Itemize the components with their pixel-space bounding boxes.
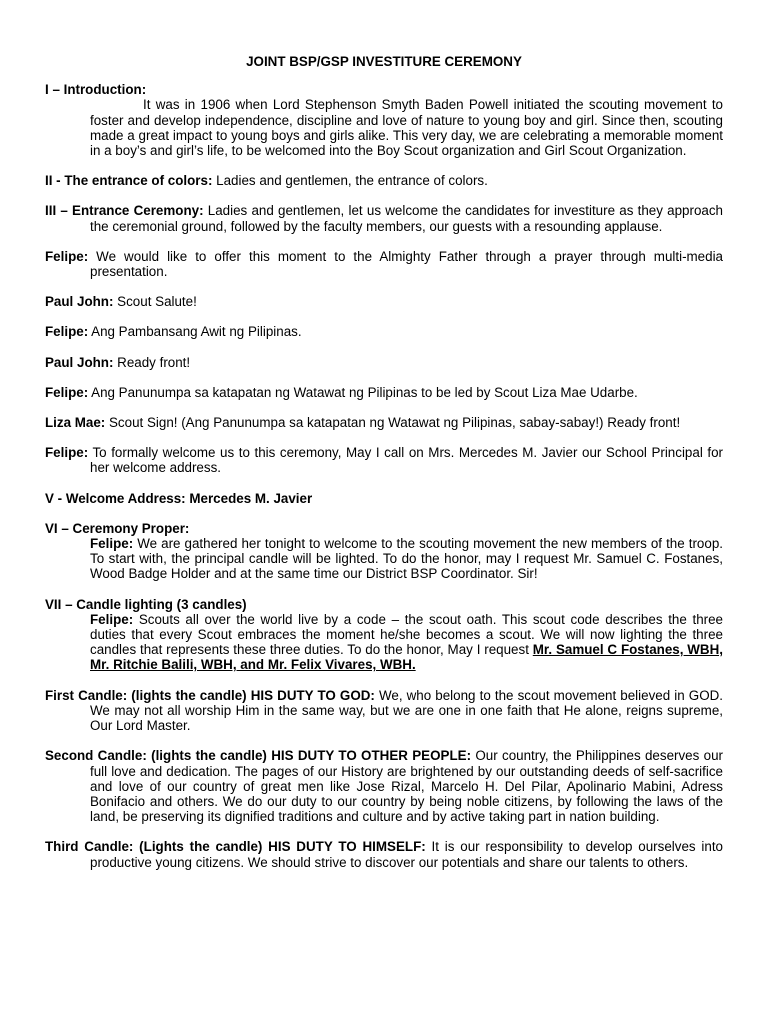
intro-heading: I – Introduction: <box>45 82 147 98</box>
ceremony-paragraph: Felipe: We are gathered her tonight to welcome to the scouting movement the new members of the troop. To start with, the principal candle will be lighted. To do the honor, may I request Mr. Samuel C. Fostanes, Wood Badge Holder and at the same time our District BSP Coordinator. Sir! <box>90 536 723 582</box>
line-pauljohn-ready: Paul John: Ready front! <box>45 354 191 370</box>
line-felipe-welcome: Felipe: To formally welcome us to this ceremony, May I call on Mrs. Mercedes M. Javier our School Principal for her welcome address. <box>45 445 723 476</box>
ceremony-heading: VI – Ceremony Proper: <box>45 520 190 536</box>
candle-paragraph: Felipe: Scouts all over the world live by a code – the scout oath. This scout code describes the three duties that every Scout embraces the moment he/she becomes a scout. We will now lighting the three candles that represents these three duties. To do the honor, May I request Mr. Samuel C Fostanes, WBH, Mr. Ritchie Balili, WBH, and Mr. Felix Vivares, WBH. <box>90 611 723 673</box>
section-entrance-ceremony: III – Entrance Ceremony: Ladies and gentlemen, let us welcome the candidates for investiture as they approach the ceremonial ground, followed by the faculty members, our guests with a resounding applause. <box>45 203 723 234</box>
line-pauljohn-salute: Paul John: Scout Salute! <box>45 294 197 310</box>
line-felipe-anthem: Felipe: Ang Pambansang Awit ng Pilipinas. <box>45 324 302 340</box>
candle-heading: VII – Candle lighting (3 candles) <box>45 596 247 612</box>
section-welcome-address: V - Welcome Address: Mercedes M. Javier <box>45 490 313 506</box>
third-candle-paragraph: Third Candle: (Lights the candle) HIS DUTY TO HIMSELF: It is our responsibility to develop ourselves into productive young citizens. We should strive to discover our potentials and share our talents to others. <box>45 839 723 870</box>
section-entrance-colors: II - The entrance of colors: Ladies and gentlemen, the entrance of colors. <box>45 173 488 189</box>
second-candle-paragraph: Second Candle: (lights the candle) HIS DUTY TO OTHER PEOPLE: Our country, the Philippines deserves our full love and dedication. The pages of our History are brightened by our outstanding deeds of self-sacrifice and love of our country of great men like Jose Rizal, Marcelo H. Del Pilar, Apolinario Mabini, Adress Bonifacio and others. We do our duty to our country by being noble citizens, by following the laws of the land, be preserving its dignified traditions and culture and by active taking part in nation building. <box>45 748 723 825</box>
honorees-underlined: Mr. Samuel C Fostanes, WBH, Mr. Ritchie Balili, WBH, and Mr. Felix Vivares, WBH. <box>90 642 723 673</box>
intro-paragraph: It was in 1906 when Lord Stephenson Smyth Baden Powell initiated the scouting movement to foster and develop independence, discipline and love of nature to young boy and girl. Since then, scouting made a great impact to young boys and girls alike. This very day, we are celebrating a memorable moment in a boy’s and girl’s life, to be welcomed into the Boy Scout organization and Girl Scout Organization. <box>90 97 723 159</box>
document-page <box>45 54 723 885</box>
line-lizamae-sign: Liza Mae: Scout Sign! (Ang Panunumpa sa katapatan ng Watawat ng Pilipinas, sabay-sabay!) Ready front! <box>45 415 681 431</box>
first-candle-paragraph: First Candle: (lights the candle) HIS DUTY TO GOD: We, who belong to the scout movement believed in GOD. We may not all worship Him in the same way, but we are one in one faith that He alone, reigns supreme, Our Lord Master. <box>45 687 723 734</box>
line-felipe-prayer: Felipe: We would like to offer this moment to the Almighty Father through a prayer through multi-media presentation. <box>45 248 723 280</box>
line-felipe-pledge: Felipe: Ang Panunumpa sa katapatan ng Watawat ng Pilipinas to be led by Scout Liza Mae Udarbe. <box>45 384 638 400</box>
document-title: JOINT BSP/GSP INVESTITURE CEREMONY <box>246 54 522 69</box>
